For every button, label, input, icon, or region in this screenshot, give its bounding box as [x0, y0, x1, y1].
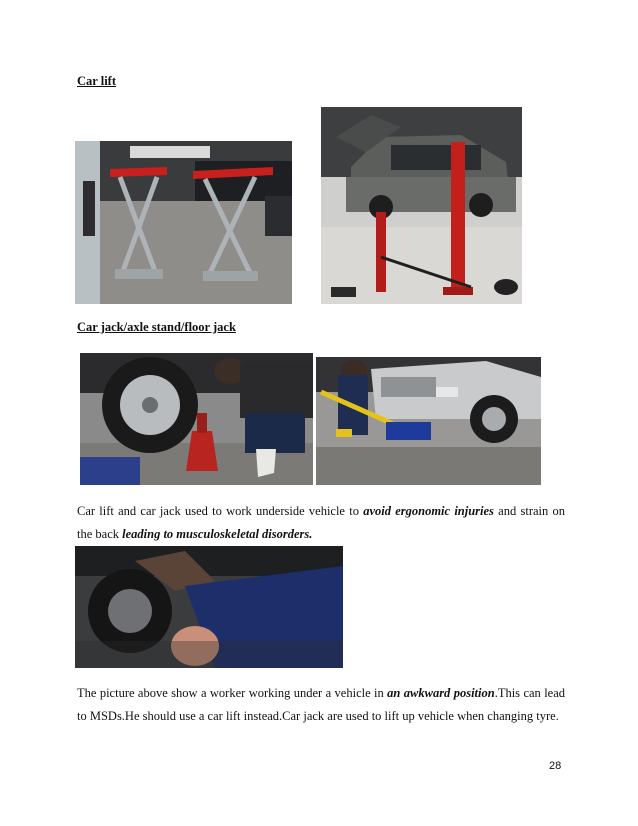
paragraph1-text-part1: Car lift and car jack used to work underside vehicle to: [77, 504, 364, 518]
paragraph2-text-part1: The picture above show a worker working under a vehicle in: [77, 686, 388, 700]
page-number: 28: [549, 760, 562, 772]
awkward-position-paragraph: [77, 682, 565, 728]
paragraph1-emphasis-msd: leading to musculoskeletal disorders.: [122, 527, 313, 541]
two-post-car-lift-photo: [321, 107, 522, 304]
paragraph1-emphasis-injuries: avoid ergonomic injuries: [363, 504, 494, 518]
paragraph2-emphasis-position: an awkward position: [387, 686, 495, 700]
worker-under-vehicle-photo: [75, 546, 343, 668]
paragraph1-text-part2: and strain on the back: [77, 504, 565, 541]
axle-stand-illustration: [80, 353, 313, 485]
car-lift-heading: Car lift: [77, 74, 116, 88]
scissor-lift-illustration: [75, 141, 292, 304]
two-post-lift-illustration: [321, 107, 522, 304]
floor-jack-photo: [316, 357, 541, 485]
floor-jack-illustration: [316, 357, 541, 485]
worker-under-vehicle-illustration: [75, 546, 343, 668]
paragraph2-text-part2: .This can lead to MSDs.He should use a car lift instead.Car jack are used to lift up vehicle when changing tyre.: [77, 686, 566, 723]
scissor-car-lift-photo: [75, 141, 292, 304]
ergonomics-paragraph: [77, 500, 565, 546]
car-jack-heading: Car jack/axle stand/floor jack: [77, 320, 236, 334]
axle-stand-photo: [80, 353, 313, 485]
